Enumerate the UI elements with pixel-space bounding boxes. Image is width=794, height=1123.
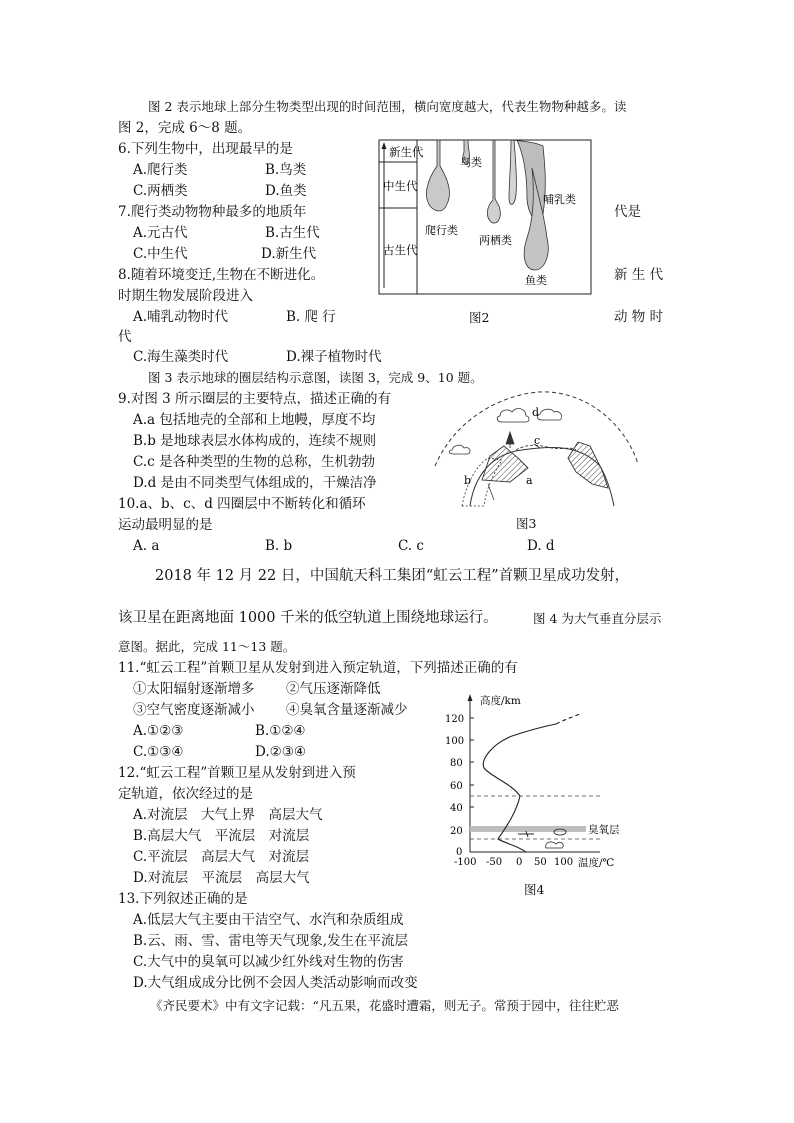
q8-option-c[interactable]: C.海生藻类时代: [133, 349, 229, 365]
reptile-shape: [426, 140, 449, 211]
q8-option-b[interactable]: B. 爬 行: [286, 309, 336, 325]
q8-option-a[interactable]: A.哺乳动物时代: [133, 309, 229, 325]
y-axis-label: 高度/km: [480, 695, 521, 707]
x-tick-50: 50: [534, 857, 547, 868]
q7-stem: 7.爬行类动物物种最多的地质年: [118, 204, 307, 220]
label-b: b: [464, 474, 472, 487]
q11-option-d[interactable]: D.②③④: [255, 744, 306, 760]
y-tick-100: 100: [445, 736, 465, 747]
label-reptile: 爬行类: [425, 224, 458, 237]
cloud-shape: [497, 409, 529, 422]
q12-option-c[interactable]: C.平流层 高层大气 对流层: [133, 849, 310, 865]
intro-fig2-cont: 图 2，完成 6～8 题。: [118, 120, 252, 136]
q13-option-a[interactable]: A.低层大气主要由干洁空气、水汽和杂质组成: [133, 912, 404, 928]
q6-option-b[interactable]: B.鸟类: [265, 162, 307, 178]
q11-item-2: ②气压逐渐降低: [286, 681, 381, 697]
q6-option-a[interactable]: A.爬行类: [133, 162, 188, 178]
era-paleozoic: 古生代: [383, 243, 418, 257]
y-tick-60: 60: [450, 781, 463, 792]
q9-stem: 9.对图 3 所示圈层的主要特点，描述正确的有: [118, 391, 392, 407]
label-c: c: [534, 434, 541, 447]
q10-stem: 10.a、b、c、d 四圈层中不断转化和循环: [118, 496, 366, 512]
q8-stem-tail: 新 生 代: [614, 267, 664, 283]
x-tick-minus100: -100: [454, 857, 477, 868]
q11-option-c[interactable]: C.①③④: [133, 744, 184, 760]
paragraph-satellite-1: 2018 年 12 月 22 日，中国航天科工集团“虹云工程”首颗卫星成功发射，: [155, 568, 630, 584]
q13-option-d[interactable]: D.大气组成成分比例不会因人类活动影响而改变: [133, 975, 418, 991]
q11-item-4: ④臭氧含量逐渐减少: [286, 702, 408, 718]
q8-option-b-tail2: 代: [118, 329, 132, 345]
q12-option-b[interactable]: B.高层大气 平流层 对流层: [133, 828, 310, 844]
q6-stem: 6.下列生物中，出现最早的是: [118, 141, 293, 157]
q10-option-a[interactable]: A. a: [133, 538, 160, 554]
label-bird: 鸟类: [460, 156, 482, 169]
paragraph-satellite-2: 该卫星在距离地面 1000 千米的低空轨道上围绕地球运行。: [118, 610, 498, 626]
y-tick-20: 20: [450, 826, 463, 837]
label-fish: 鱼类: [525, 274, 547, 287]
tree-icon: [506, 432, 514, 448]
y-tick-120: 120: [445, 714, 465, 725]
paragraph-satellite-2b: 图 4 为大气垂直分层示: [533, 611, 662, 626]
figure-4-atmosphere-layers: [440, 690, 650, 875]
intro-fig2: 图 2 表示地球上部分生物类型出现的时间范围，横向宽度越大，代表生物物种越多。读: [148, 99, 627, 114]
q8-option-b-tail: 动 物 时: [614, 309, 664, 325]
q7-option-d[interactable]: D.新生代: [261, 246, 317, 262]
q12-stem: 12.“虹云工程”首颗卫星从发射到进入预: [118, 765, 356, 781]
q7-stem-tail: 代是: [614, 204, 641, 220]
label-mammal: 哺乳类: [543, 193, 576, 206]
label-a: a: [526, 474, 533, 487]
q13-option-c[interactable]: C.大气中的臭氧可以减少红外线对生物的伤害: [133, 954, 404, 970]
figure-4-caption: 图4: [524, 882, 545, 897]
q12-stem-line2: 定轨道，依次经过的是: [118, 786, 253, 802]
x-ticks: [454, 857, 573, 868]
y-tick-80: 80: [450, 758, 463, 769]
ozone-label: 臭氧层: [588, 824, 620, 836]
q12-option-d[interactable]: D.对流层 平流层 高层大气: [133, 870, 310, 886]
q9-option-d[interactable]: D.d 是由不同类型气体组成的，干燥洁净: [133, 475, 377, 491]
q11-option-a[interactable]: A.①②③: [133, 723, 184, 739]
y-tick-40: 40: [450, 803, 463, 814]
mammal-shape: [509, 140, 516, 204]
q6-option-c[interactable]: C.两栖类: [133, 183, 188, 199]
temperature-curve: [483, 724, 556, 852]
era-cenozoic: 新生代: [389, 145, 424, 159]
passage-qimin-yaoshu: 《齐民要术》中有文字记载：“凡五果，花盛时遭霜，则无子。常预于园中，往往贮恶: [150, 998, 619, 1013]
q6-option-d[interactable]: D.鱼类: [265, 183, 307, 199]
x-axis-label: 温度/℃: [578, 857, 615, 869]
x-tick-100: 100: [554, 857, 574, 868]
q9-option-b[interactable]: B.b 是地球表层水体构成的，连续不规则: [133, 433, 377, 449]
q13-option-b[interactable]: B.云、雨、雪、雷电等天气现象,发生在平流层: [133, 933, 409, 949]
cloud-shape-3: [449, 445, 470, 454]
q11-item-1: ①太阳辐射逐渐增多: [133, 681, 255, 697]
cloud-icon: [546, 842, 564, 848]
figure-3-caption: 图3: [516, 516, 537, 531]
figure-2-organism-timeline: [375, 138, 595, 298]
x-tick-minus50: -50: [486, 857, 503, 868]
y-tick-0: 0: [456, 847, 463, 858]
ozone-band: [470, 826, 586, 832]
q10-option-b[interactable]: B. b: [265, 538, 293, 554]
figure-3-earth-spheres: [430, 388, 640, 510]
label-amphibian: 两栖类: [479, 234, 512, 247]
intro-fig3: 图 3 表示地球的圈层结构示意图，读图 3，完成 9、10 题。: [148, 370, 483, 385]
q7-option-a[interactable]: A.元古代: [133, 225, 188, 241]
q7-option-c[interactable]: C.中生代: [133, 246, 188, 262]
q9-option-c[interactable]: C.c 是各种类型的生物的总称，生机勃勃: [133, 454, 375, 470]
temperature-curve-extension: [556, 714, 580, 724]
q10-option-c[interactable]: C. c: [398, 538, 424, 554]
q7-option-b[interactable]: B.古生代: [265, 225, 320, 241]
q8-option-d[interactable]: D.裸子植物时代: [286, 349, 382, 365]
q13-stem: 13.下列叙述正确的是: [118, 891, 248, 907]
era-mesozoic: 中生代: [383, 179, 418, 193]
q11-stem: 11.“虹云工程”首颗卫星从发射到进入预定轨道，下列描述正确的有: [118, 660, 518, 676]
q10-stem-line2: 运动最明显的是: [118, 517, 213, 533]
paragraph-satellite-3: 意图。据此，完成 11～13 题。: [118, 639, 296, 654]
x-tick-0: 0: [516, 857, 523, 868]
q11-option-b[interactable]: B.①②④: [255, 723, 306, 739]
amphibian-shape: [487, 140, 500, 223]
q12-option-a[interactable]: A.对流层 大气上界 高层大气: [133, 807, 323, 823]
q10-option-d[interactable]: D. d: [527, 538, 555, 554]
q9-option-a[interactable]: A.a 包括地壳的全部和上地幔，厚度不均: [133, 412, 376, 428]
q8-stem: 8.随着环境变迁,生物在不断进化。: [118, 267, 325, 283]
figure-2-caption: 图2: [469, 310, 490, 325]
cloud-shape-2: [537, 409, 561, 420]
q8-stem-line2: 时期生物发展阶段进入: [118, 288, 253, 304]
q11-item-3: ③空气密度逐渐减小: [133, 702, 255, 718]
label-d: d: [532, 406, 540, 419]
